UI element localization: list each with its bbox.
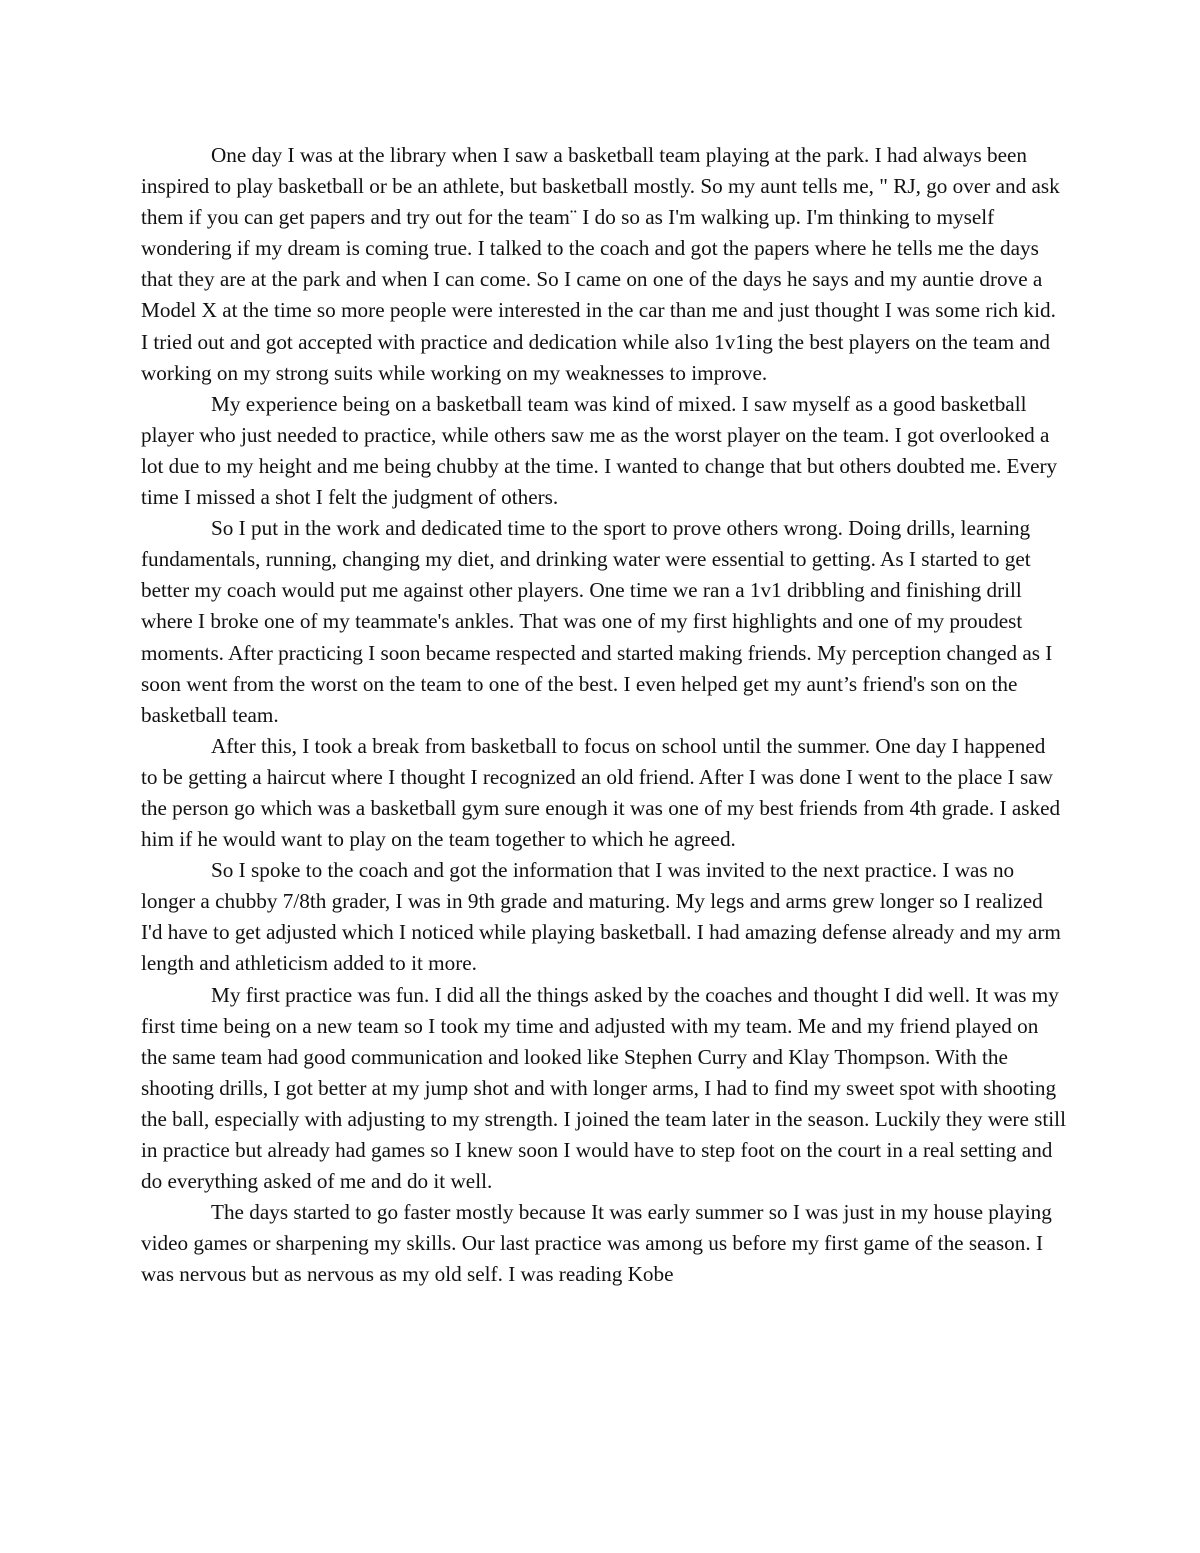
paragraph: My first practice was fun. I did all the things asked by the coaches and thought I did well. It was my first time being on a new team so I took my time and adjusted with my team. Me and my friend played on the same team had good communication and looked like Stephen Curry and Klay Thompson. With the shooting drills, I got better at my jump shot and with longer arms, I had to find my sweet spot with shooting the ball, especially with adjusting to my strength. I joined the team later in the season. Luckily they were still in practice but already had games so I knew soon I would have to step foot on the court in a real setting and do everything asked of me and do it well. xyxy=(141,982,1066,1194)
essay-body xyxy=(141,140,1066,1290)
paragraph: So I spoke to the coach and got the information that I was invited to the next practice. I was no longer a chubby 7/8th grader, I was in 9th grade and maturing. My legs and arms grew longer so I realized I'd have to get adjusted which I noticed while playing basketball. I had amazing defense already and my arm length and athleticism added to it more. xyxy=(141,858,1061,976)
paragraph: After this, I took a break from basketball to focus on school until the summer. One day I happened to be getting a haircut where I thought I recognized an old friend. After I was done I went to the place I saw the person go which was a basketball gym sure enough it was one of my best friends from 4th grade. I asked him if he would want to play on the team together to which he agreed. xyxy=(141,733,1061,852)
paragraph: The days started to go faster mostly because It was early summer so I was just in my house playing video games or sharpening my skills. Our last practice was among us before my first game of the season. I was nervous but as nervous as my old self. I was reading Kobe xyxy=(141,1200,1052,1287)
paragraph: So I put in the work and dedicated time to the sport to prove others wrong. Doing drills, learning fundamentals, running, changing my diet, and drinking water were essential to getting. As I started to get better my coach would put me against other players. One time we ran a 1v1 dribbling and finishing drill where I broke one of my teammate's ankles. That was one of my first highlights and one of my proudest moments. After practicing I soon became respected and started making friends. My perception changed as I soon went from the worst on the team to one of the best. I even helped get my aunt’s friend's son on the basketball team. xyxy=(141,516,1053,727)
paragraph: One day I was at the library when I saw a basketball team playing at the park. I had always been inspired to play basketball or be an athlete, but basketball mostly. So my aunt tells me, " RJ, go over and ask them if you can get papers and try out for the team¨ I do so as I'm walking up. I'm thinking to myself wondering if my dream is coming true. I talked to the coach and got the papers where he tells me the days that they are at the park and when I can come. So I came on one of the days he says and my auntie drove a Model X at the time so more people were interested in the car than me and just thought I was some rich kid. I tried out and got accepted with practice and dedication while also 1v1ing the best players on the team and working on my strong suits while working on my weaknesses to improve. xyxy=(141,143,1060,385)
paragraph: My experience being on a basketball team was kind of mixed. I saw myself as a good basketball player who just needed to practice, while others saw me as the worst player on the team. I got overlooked a lot due to my height and me being chubby at the time. I wanted to change that but others doubted me. Every time I missed a shot I felt the judgment of others. xyxy=(141,391,1058,510)
